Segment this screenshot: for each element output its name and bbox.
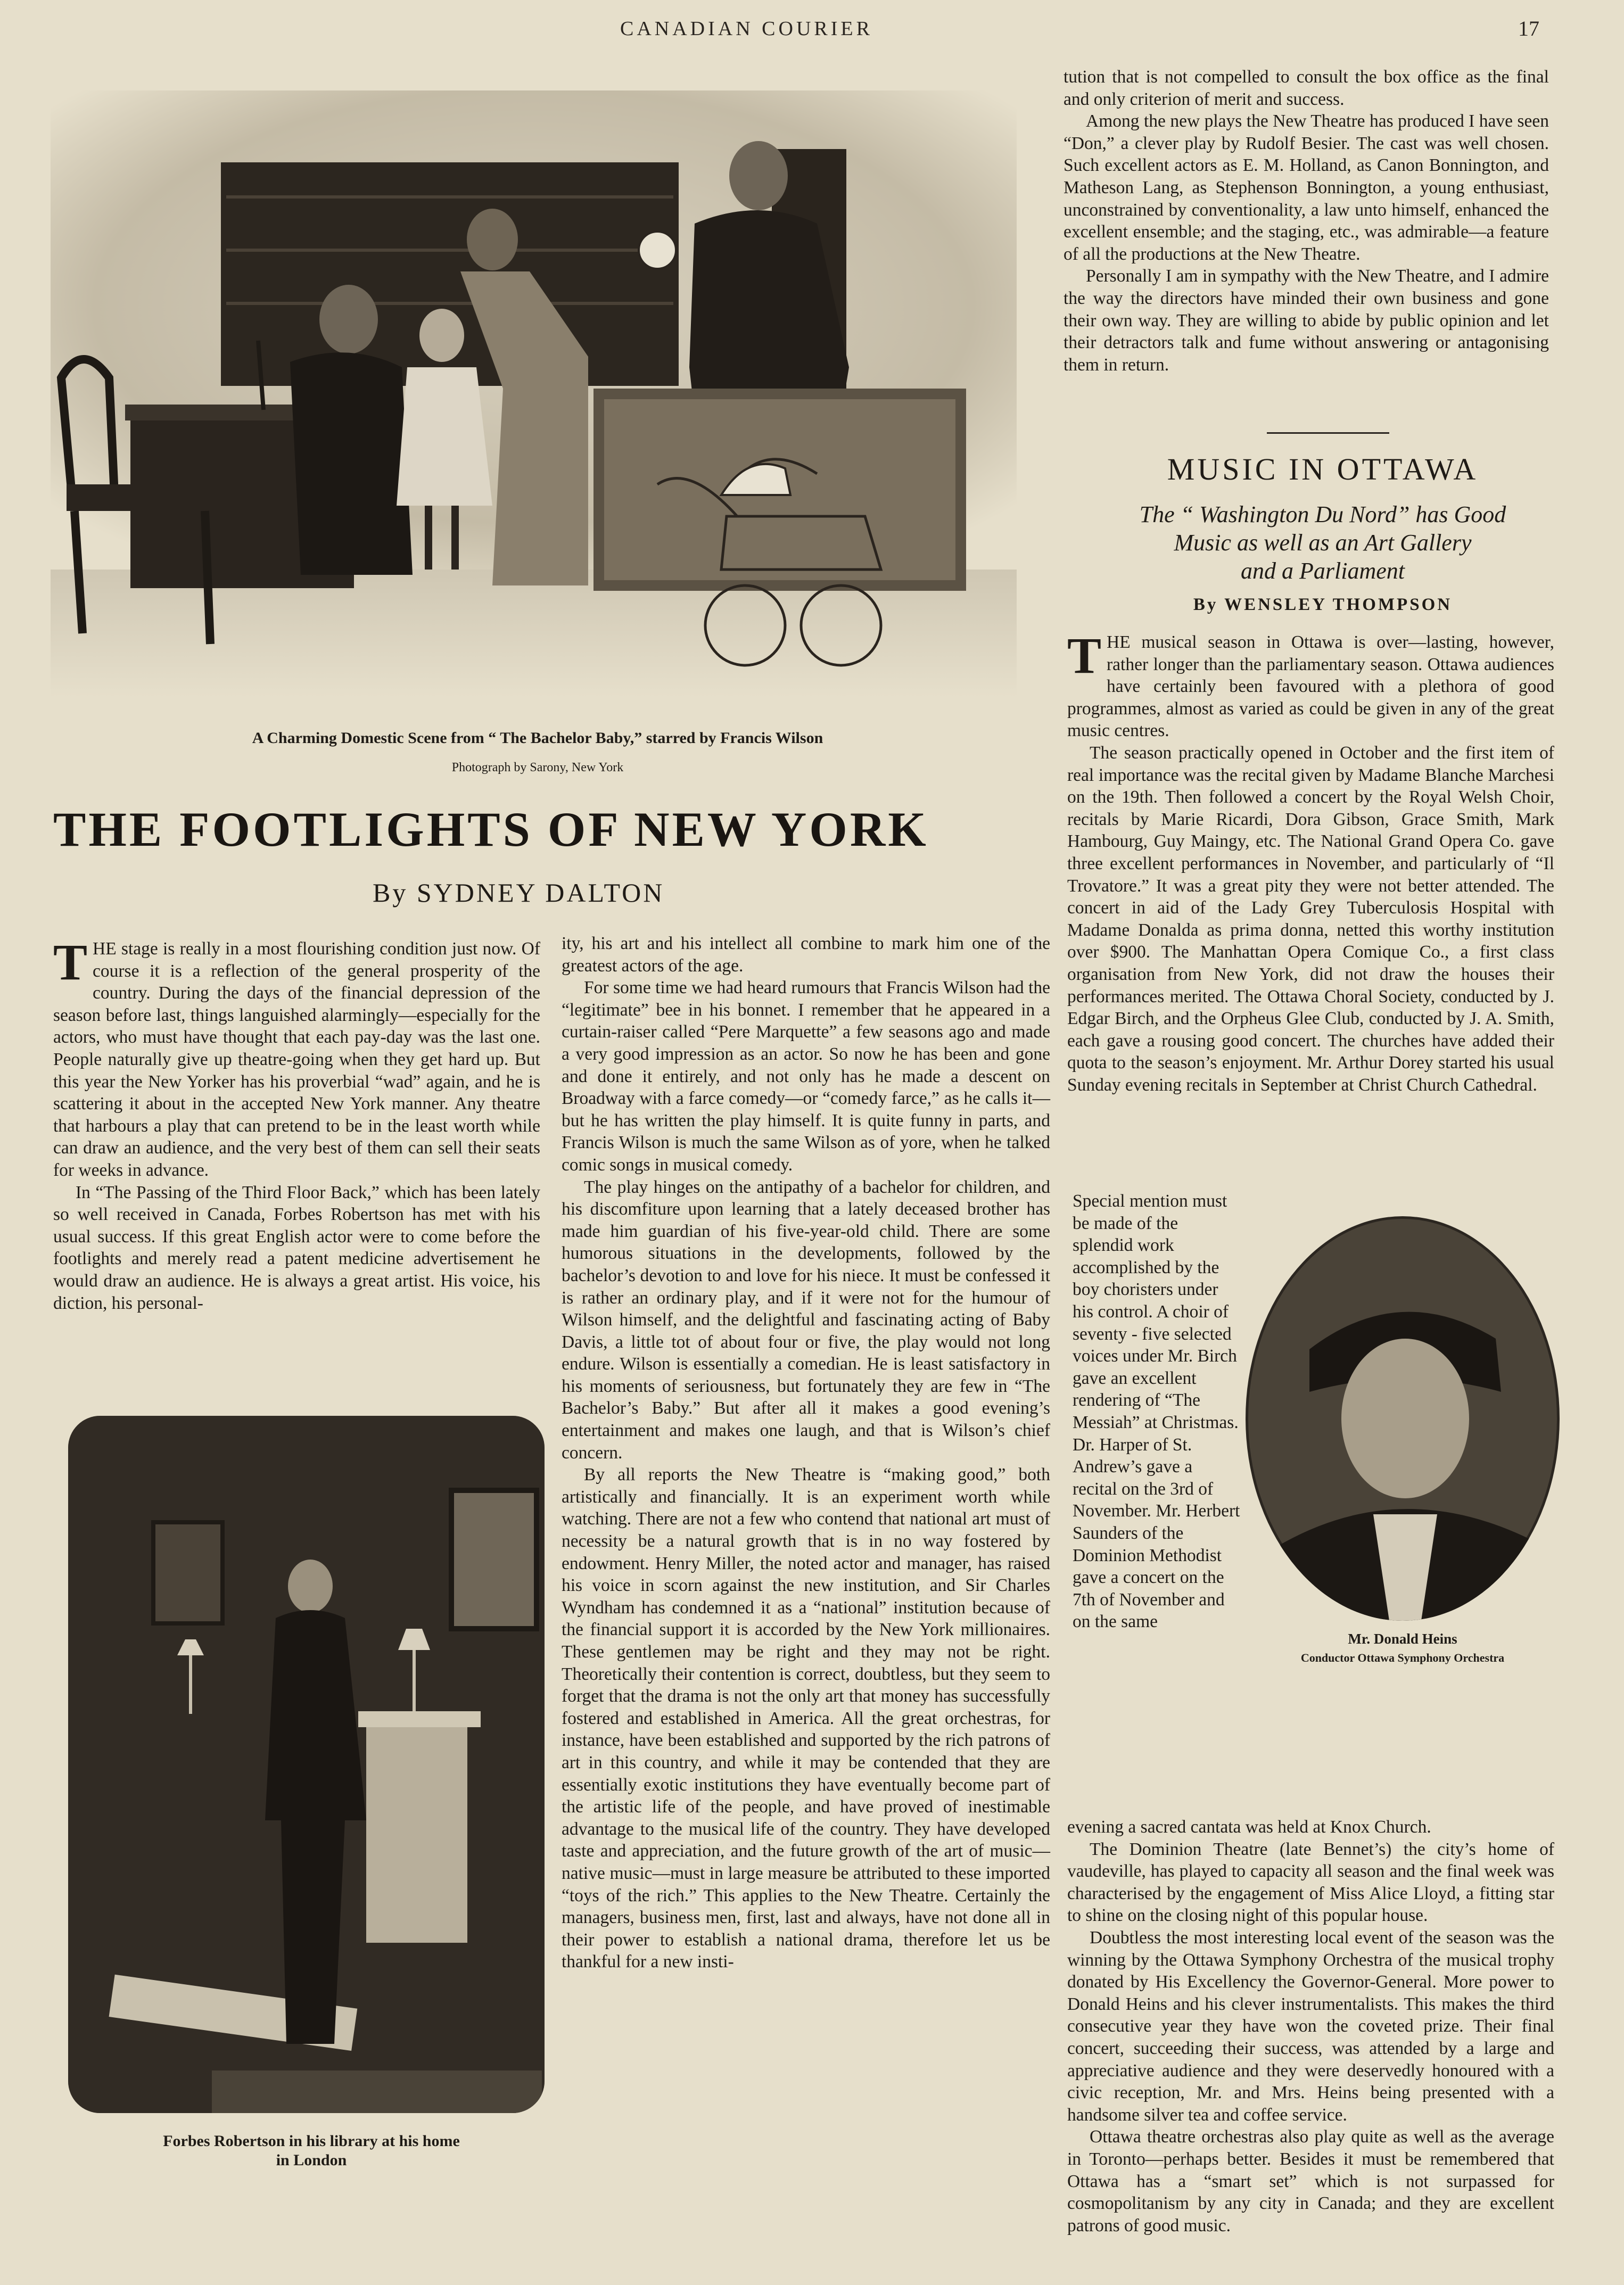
paragraph: Personally I am in sympathy with the New Theatre, and I admire the way the directors have minded their own business and gone their own way. They are willing to abide by public opinion and let their detractors talk and fume without answering or antagonising them in return. [1064, 266, 1549, 375]
paragraph: HE stage is really in a most flourishing condition just now. Of course it is a reflection of the general prosperity of the country. During the days of the financial depression of the season before last, things languished alarmingly—especially for the actors, who must have thought that each pay-day was the last one. People naturally give up theatre-going when they get hard up. But this year the New Yorker has his proverbial “wad” again, and he is scattering it about in the accepted New York manner. Any theatre that harbours a play that can pretend to be in the least worth while can draw an audience, and the very best of them can sell their seats for weeks in advance. [53, 939, 540, 1180]
article-byline: By SYDNEY DALTON [373, 878, 665, 908]
article-column-1 [53, 934, 540, 1314]
music-title: MUSIC IN OTTAWA [1167, 452, 1479, 486]
portrait-image [1246, 1216, 1560, 1621]
paragraph: HE musical season in Ottawa is over—lasting, however, rather longer than the parliamentary season. Ottawa audiences have certainly been favoured with a plethora of good programmes, almost as varied as could be given in any of the great music centres. [1067, 632, 1554, 741]
photo-bottom-caption-line1: Forbes Robertson in his library at his home [163, 2132, 460, 2150]
paragraph: tution that is not compelled to consult the box office as the final and only criterion of merit and success. [1064, 67, 1549, 109]
music-subtitle-line3: and a Parliament [1241, 558, 1405, 584]
photo-top-credit: Photograph by Sarony, New York [451, 761, 624, 774]
article-column-2 [562, 933, 1050, 1973]
library-image [68, 1416, 545, 2113]
paragraph: The season practically opened in October and the first item of real importance was the recital given by Madame Blanche Marchesi on the 19th. Then followed a concert by the Royal Welsh Choir, recitals by Marie Ricardi, Dora Gibson, Grace Smith, Mark Hambourg, Guy Maingy, etc. The National Grand Opera Co. gave three excellent performances in November, and particularly of “Il Trovatore.” It was a great pity they were not better attended. The concert in aid of the Lady Grey Tuberculosis Hospital with Madame Donalda as prima donna, netted this worthy institution over $900. The Manhattan Opera Comique Co., a first class organisation from New York, did not draw the houses their performances merited. The Ottawa Choral Society, conducted by J. Edgar Birch, and the Orpheus Glee Club, conducted by J. A. Smith, each gave a rousing good concert. The churches have added their quota to the season’s enjoyment. Mr. Arthur Dorey started his usual Sunday evening recitals in September at Christ Church Cathedral. [1067, 743, 1554, 1095]
photo-forbes-robertson [68, 1416, 545, 2113]
paragraph: The play hinges on the antipathy of a bachelor for children, and his discomfiture upon learning that a lately deceased brother has made him guardian of his five-year-old child. There are some humorous situations in the developments, followed by the bachelor’s devotion to and love for his niece. It must be confessed it is rather an ordinary play, and if it were not for the humour of Wilson himself, and the delightful and fascinating acting of Baby Davis, a little tot of about four or five, the play would not long endure. Wilson is essentially a comedian. He is least satisfactory in his moments of seriousness, but fortunately they are few in “The Bachelor’s Baby.” But after all it makes a good evening’s entertainment and makes one laugh, and that is Wilson’s chief concern. [562, 1177, 1050, 1463]
section-divider [1267, 432, 1389, 434]
paragraph: Doubtless the most interesting local event of the season was the winning by the Ottawa Symphony Orchestra of the musical trophy donated by His Excellency the Governor-General. More power to Donald Heins and his clever instrumentalists. This makes the third consecutive year they have won the coveted prize. Their final concert, succeeding their success, was attended by a large and appreciative audience and they were deservedly honoured with a civic reception, Mr. and Mrs. Heins being presented with a handsome silver tea and coffee service. [1067, 1927, 1554, 2125]
article-title: THE FOOTLIGHTS OF NEW YORK [53, 802, 929, 856]
music-column-bottom [1067, 1816, 1554, 2237]
portrait-title: Conductor Ottawa Symphony Orchestra [1300, 1651, 1505, 1664]
music-column-top [1067, 627, 1554, 1096]
paragraph: ity, his art and his intellect all combine to mark him one of the greatest actors of the age. [562, 934, 1050, 976]
portrait-name: Mr. Donald Heins [1348, 1631, 1457, 1647]
paragraph: By all reports the New Theatre is “making good,” both artistically and financially. It is an experiment worth while watching. There are not a few who contend that national art must of necessity be a natural growth that is in no way fostered by endowment. Henry Miller, the noted actor and manager, has raised his voice in scorn against the new institution, and Sir Charles Wyndham has condemned it as a “national” institution because of the financial support it is accorded by the New York millionaires. These gentlemen may be right and they may not be right. Theoretically their contention is correct, doubtless, but they seem to forget that the drama is not the only art that money has successfully fostered and established in America. All the great orchestras, for instance, have been established and supported by the rich patrons of art in this country, and while it may be contended that they are essentially exotic institutions they have eventually become part of the artistic life of the people, and have proved of inestimable advantage to the musical life of the country. They have developed taste and appreciation, and the future growth of the art of music—native music—must in large measure be attributed to these imported “toys of the rich.” This applies to the New Theatre. Certainly the managers, business men, first, last and always, have not done all in their power to establish a national drama, therefore let us be thankful for a new insti- [562, 1465, 1050, 1972]
music-subtitle-line2: Music as well as an Art Gallery [1174, 530, 1472, 556]
music-subtitle [1067, 500, 1578, 585]
music-column-narrow [1073, 1190, 1240, 1633]
paragraph: evening a sacred cantata was held at Knox Church. [1067, 1817, 1431, 1837]
domestic-scene-image [51, 90, 1017, 697]
article-column-3 [1064, 66, 1549, 376]
paragraph: Among the new plays the New Theatre has produced I have seen “Don,” a clever play by Rudolf Besier. The cast was well chosen. Such excellent actors as E. M. Holland, as Canon Bonnington, and Matheson Lang, as Stephenson Bonnington, a young enthusiast, unconstrained by conventionality, a law unto himself, enhanced the excellent ensemble; and the staging, etc., was admirable—a feature of all the productions at the New Theatre. [1064, 111, 1549, 264]
paragraph: Ottawa theatre orchestras also play quite as well as the average in Toronto—perhaps better. Besides it must be remembered that Ottawa has a “smart set” which is not surpassed for cosmopolitanism by any city in Canada; and they are excellent patrons of good music. [1067, 2127, 1554, 2235]
running-head: CANADIAN COURIER [620, 18, 873, 40]
drop-cap: T [53, 934, 88, 991]
portrait-donald-heins [1246, 1216, 1560, 1621]
photo-bottom-caption-line2: in London [276, 2151, 347, 2169]
music-byline: By WENSLEY THOMPSON [1193, 595, 1453, 614]
paragraph: The Dominion Theatre (late Bennet’s) the city’s home of vaudeville, has played to capacity all season and the final week was characterised by the engagement of Miss Alice Lloyd, a fitting star to shine on the closing night of this popular house. [1067, 1839, 1554, 1926]
drop-cap: T [1067, 627, 1102, 684]
photo-bachelor-baby [51, 90, 1017, 697]
photo-top-caption: A Charming Domestic Scene from “ The Bachelor Baby,” starred by Francis Wilson [252, 729, 823, 747]
paragraph: For some time we had heard rumours that Francis Wilson had the “legitimate” bee in his bonnet. I remember that he appeared in a curtain-raiser called “Pere Marquette” a few seasons ago and made a very good impression as an actor. So now he has been and gone and done it entirely, and not only has he made a descent on Broadway with a farce comedy—or “comedy farce,” as he calls it—but he has written the play himself. It is quite funny in parts, and Francis Wilson is much the same Wilson as of yore, when he talked comic songs in musical comedy. [562, 978, 1050, 1175]
paragraph: In “The Passing of the Third Floor Back,” which has been lately so well received in Canada, Forbes Robertson has met with his usual success. If this great English actor were to come before the footlights and merely read a patent medicine advertisement he would draw an audience. He is always a great artist. His voice, his diction, his personal- [53, 1182, 540, 1313]
paragraph: Special mention must be made of the splendid work accomplished by the boy choristers under his control. A choir of seventy - five selected voices under Mr. Birch gave an excellent rendering of “The Messiah” at Christmas. Dr. Harper of St. Andrew’s gave a recital on the 3rd of November. Mr. Herbert Saunders of the Dominion Methodist gave a concert on the 7th of November and on the same [1073, 1191, 1240, 1632]
page-number: 17 [1518, 17, 1539, 40]
music-subtitle-line1: The “ Washington Du Nord” has Good [1139, 501, 1506, 527]
